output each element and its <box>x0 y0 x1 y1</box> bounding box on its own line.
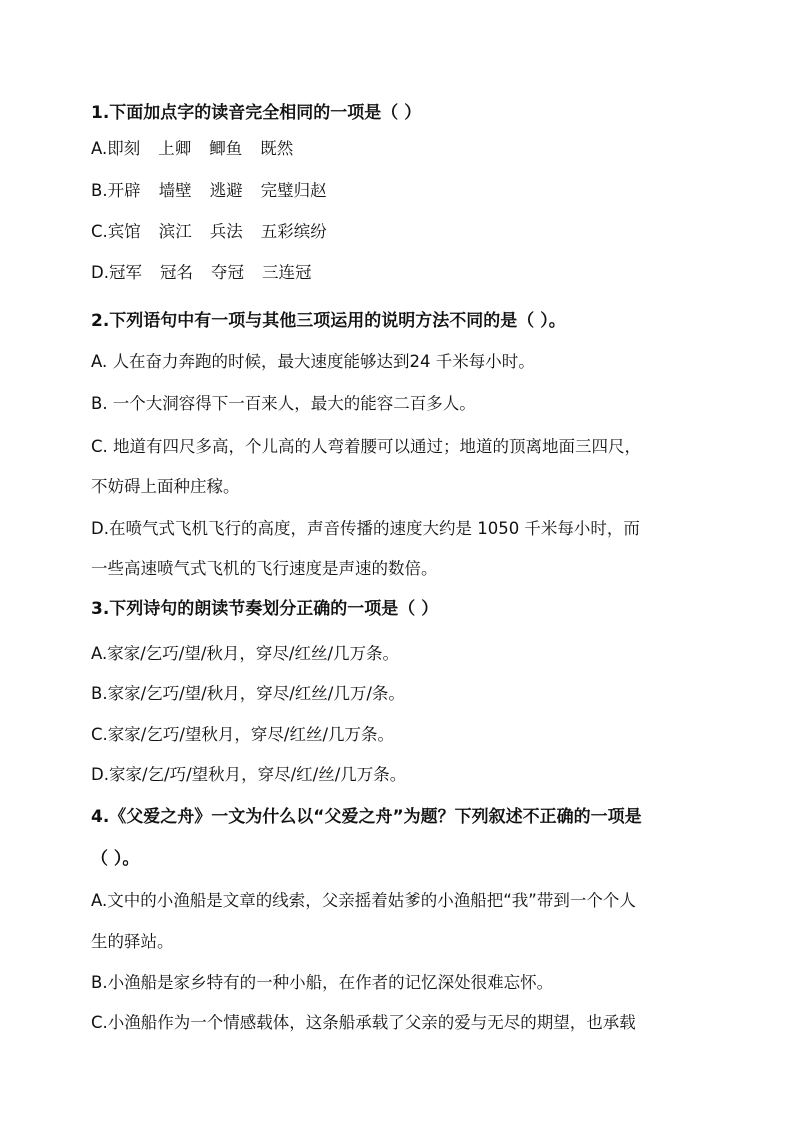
q1-a-word-2: 上卿 <box>158 139 192 158</box>
q1-option-d-label: D. <box>91 263 109 282</box>
q1-b-word-1: 开辟 <box>107 181 141 200</box>
q1-c-word-1: 宾馆 <box>107 222 141 241</box>
q3-stem: 3.下列诗句的朗读节奏划分正确的一项是（ ） <box>91 599 439 619</box>
q1-option-a-label: A. <box>91 139 108 158</box>
q1-b-word-4: 完璧归赵 <box>260 181 327 200</box>
q1-d-word-4: 三连冠 <box>261 263 312 282</box>
q1-b-word-3: 逃避 <box>209 181 243 200</box>
q2-option-c-line1: C. 地道有四尺多高，个儿高的人弯着腰可以通过；地道的顶离地面三四尺， <box>91 437 642 456</box>
q1-b-word-2: 墙壁 <box>158 181 192 200</box>
q1-a-word-1-text: 即刻 <box>107 139 141 158</box>
q4-option-b: B.小渔船是家乡特有的一种小船，在作者的记忆深处很难忘怀。 <box>91 973 554 992</box>
q3-option-a: A.家家/乞巧/望/秋月，穿尽/红丝/几万条。 <box>91 644 400 663</box>
q1-c-word-3: 兵法 <box>209 222 243 241</box>
q1-c-word-4: 五彩缤纷 <box>260 222 327 241</box>
q1-option-b <box>91 180 711 202</box>
q2-stem: 2.下列语句中有一项与其他三项运用的说明方法不同的是（ ）。 <box>91 311 566 331</box>
q3-option-c: C.家家/乞巧/望秋月，穿尽/红丝/几万条。 <box>91 725 395 744</box>
q3-option-b: B.家家/乞巧/望/秋月，穿尽/红丝/几万/条。 <box>91 684 405 703</box>
q4-option-a-line2: 生的驿站。 <box>91 932 174 951</box>
q1-c-word-2: 滨江 <box>158 222 192 241</box>
q4-stem-line2: （ ）。 <box>91 849 140 869</box>
q1-stem: 1.下面加点字的读音完全相同的一项是（ ） <box>91 103 422 123</box>
q2-option-c-line2: 不妨碍上面种庄稼。 <box>91 477 240 496</box>
q2-option-d-line1: D.在喷气式飞机飞行的高度，声音传播的速度大约是 1050 千米每小时，而 <box>91 519 640 538</box>
q1-a-word-1 <box>107 138 140 160</box>
q3-option-d: D.家家/乞/巧/望秋月，穿尽/红/丝/几万条。 <box>91 765 407 784</box>
q1-d-word-2: 冠名 <box>159 263 193 282</box>
q4-option-c-line1: C.小渔船作为一个情感载体，这条船承载了父亲的爱与无尽的期望，也承载 <box>91 1013 636 1032</box>
q1-option-b-label: B. <box>91 181 108 200</box>
q1-option-c-label: C. <box>91 222 108 241</box>
q2-option-a: A. 人在奋力奔跑的时候，最大速度能够达到24 千米每小时。 <box>91 352 535 371</box>
q1-a-word-4: 既然 <box>260 139 294 158</box>
q2-option-b: B. 一个大洞容得下一百来人，最大的能容二百多人。 <box>91 394 476 413</box>
q2-option-d-line2: 一些高速喷气式飞机的飞行速度是声速的数倍。 <box>91 559 438 578</box>
q1-option-d <box>91 262 711 284</box>
q1-option-a <box>91 138 711 160</box>
q4-option-a-line1: A.文中的小渔船是文章的线索，父亲摇着姑爹的小渔船把“我”带到一个个人 <box>91 891 636 910</box>
q1-a-word-3: 鲫鱼 <box>209 139 243 158</box>
q1-option-c <box>91 221 711 243</box>
q1-d-word-1: 冠军 <box>108 263 142 282</box>
q1-d-word-3: 夺冠 <box>210 263 244 282</box>
q4-stem-line1: 4.《父爱之舟》一文为什么以“父爱之舟”为题？下列叙述不正确的一项是 <box>91 807 642 827</box>
